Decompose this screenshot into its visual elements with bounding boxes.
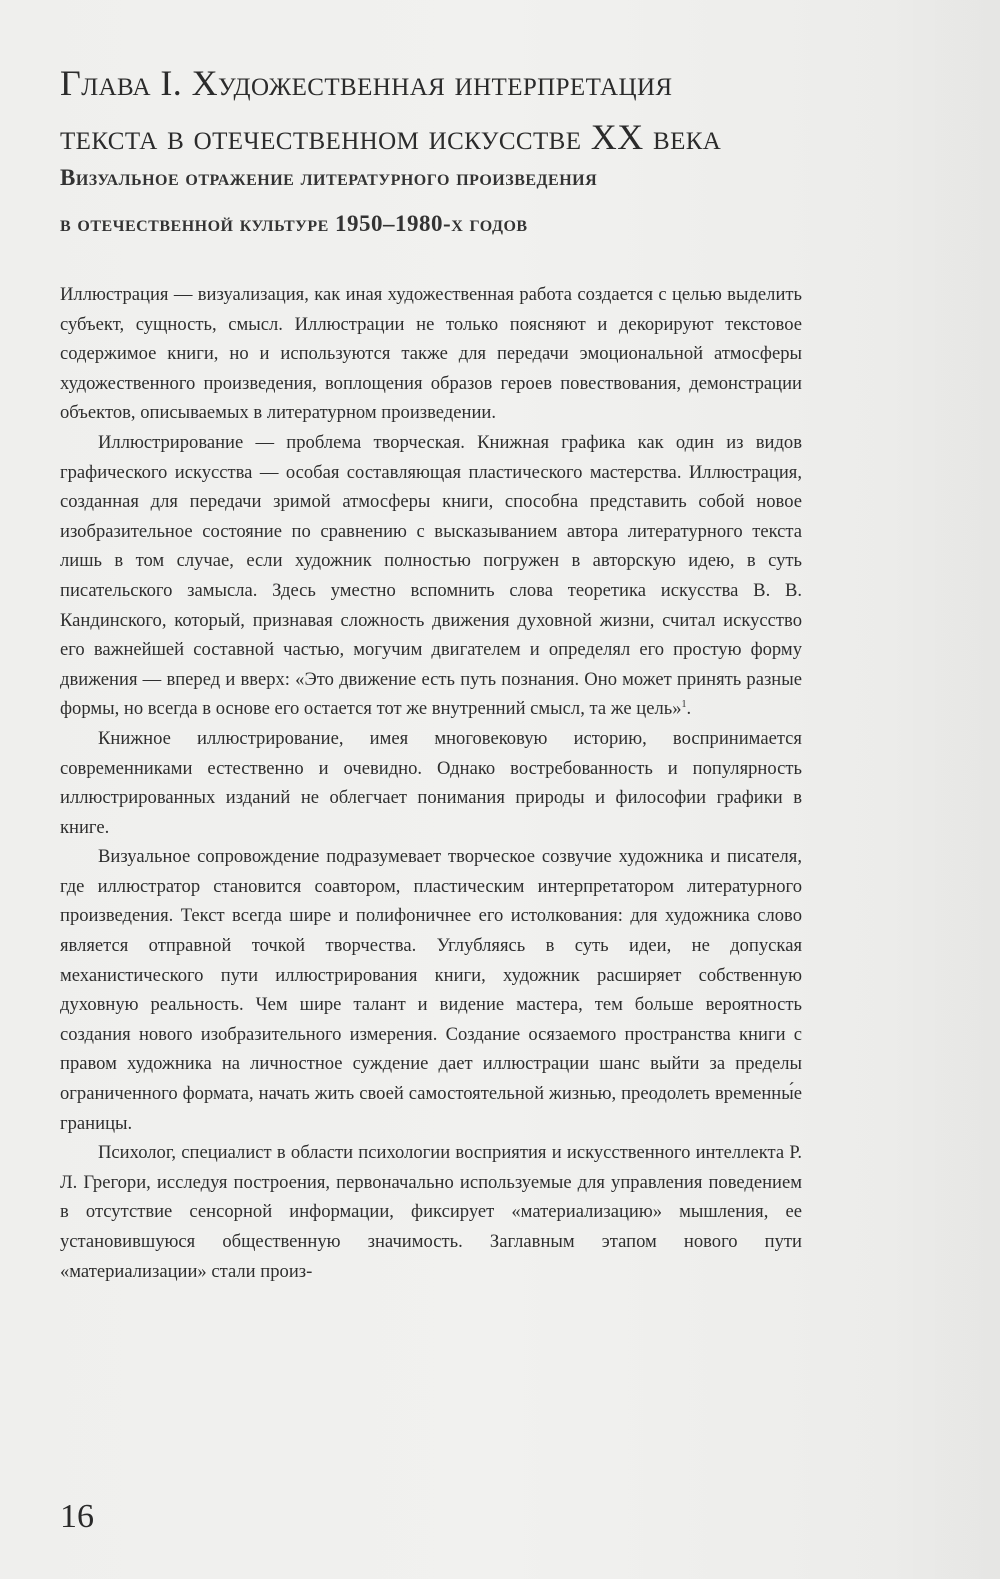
body-text	[60, 280, 802, 1286]
chapter-title-line: Глава I. Художественная интерпретация	[60, 63, 673, 103]
chapter-title-line: текста в отечественном искусстве XX века	[60, 117, 722, 157]
paragraph-text: Иллюстрирование — проблема творческая. Книжная графика как один из видов графического искусства — особая составляющая пластического мастерства. Иллюстрация, созданная для передачи зримой атмосферы книги, способна представить собой новое изобразительное состояние по сравнению с высказыванием автора литературного текста лишь в том случае, если художник полностью погружен в авторскую идею, в суть писательского замысла. Здесь уместно вспомнить слова теоретика искусства В. В. Кандинского, который, признавая сложность движения духовной жизни, считал искусство его важнейшей составной частью, могучим двигателем и определял его простую форму движения — вперед и вверх: «Это движение есть путь познания. Оно может принять разные формы, но всегда в основе его остается тот же внутренний смысл, та же цель»	[60, 431, 802, 720]
subtitle-line: Визуальное отражение литературного произведения	[60, 165, 598, 190]
paragraph: Иллюстрация — визуализация, как иная художественная работа создается с целью выделить субъект, сущность, смысл. Иллюстрации не только поясняют и декорируют текстовое содержимое книги, но и используются также для передачи эмоциональной атмосферы художественного произведения, воплощения образов героев повествования, демонстрации объектов, описываемых в литературном произведении.	[60, 284, 802, 424]
paragraph: Книжное иллюстрирование, имея многовековую историю, воспринимается современниками естественно и очевидно. Однако востребованность и популярность иллюстрированных изданий не облегчает понимания природы и философии графики в книге.	[60, 727, 802, 838]
footnote-reference: 1	[681, 699, 687, 711]
page-number: 16	[60, 1498, 94, 1535]
chapter-title	[60, 56, 960, 164]
paragraph: Иллюстрирование — проблема творческая. Книжная графика как один из видов графического искусства — особая составляющая пластического мастерства. Иллюстрация, созданная для передачи зримой атмосферы книги, способна представить собой новое изобразительное состояние по сравнению с высказыванием автора литературного текста лишь в том случае, если художник полностью погружен в авторскую идею, в суть писательского замысла. Здесь уместно вспомнить слова теоретика искусства В. В. Кандинского, который, признавая сложность движения духовной жизни, считал искусство его важнейшей составной частью, могучим двигателем и определял его простую форму движения — вперед и вверх: «Это движение есть путь познания. Оно может принять разные формы, но всегда в основе его остается тот же внутренний смысл, та же цель»$^1$.	[60, 431, 802, 720]
paragraph: Визуальное сопровождение подразумевает творческое созвучие художника и писателя, где иллюстратор становится соавтором, пластическим интерпретатором литературного произведения. Текст всегда шире и полифоничнее его истолкования: для художника слово является отправной точкой творчества. Углубляясь в суть идеи, не допуская механистического пути иллюстрирования книги, художник расширяет собственную духовную реальность. Чем шире талант и видение мастера, тем больше вероятность создания нового изобразительного измерения. Создание осязаемого пространства книги с правом художника на личностное суждение дает иллюстрации шанс выйти за пределы ограниченного формата, начать жить своей самостоятельной жизнью, преодолеть временны́е границы.	[60, 846, 802, 1134]
subtitle-line: в отечественной культуре 1950–1980-х годов	[60, 211, 528, 236]
paragraph: Психолог, специалист в области психологии восприятия и искусственного интеллекта Р. Л. Грегори, исследуя построения, первоначально используемые для управления поведением в отсутствие сенсорной информации, фиксирует «материализацию» мышления, ее установившуюся общественную значимость. Заглавным этапом нового пути «материализации» стали произ-	[60, 1142, 802, 1282]
section-subtitle	[60, 155, 960, 247]
